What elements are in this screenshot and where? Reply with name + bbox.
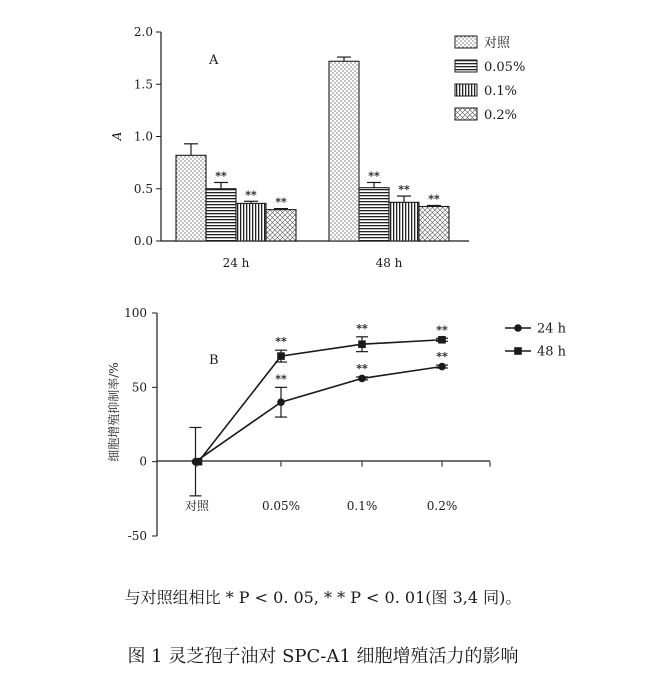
bar [359,188,389,241]
legend-marker [514,324,522,332]
bar [389,202,419,241]
bar [419,207,449,241]
line-chart-panel [106,306,567,543]
y-tick-label: 0 [139,454,147,469]
y-tick-label: 1.0 [133,129,153,144]
y-tick-label: 1.5 [133,77,153,92]
data-point [358,340,366,348]
x-tick-label: 0.05% [261,499,301,513]
x-tick-label: 对照 [184,499,210,513]
significance-mark: ** [245,188,257,202]
data-point [438,363,446,371]
bar [236,203,266,241]
significance-mark: ** [436,350,448,364]
legend-label: 0.05% [484,60,526,75]
y-tick-label: 0.0 [133,234,153,248]
significance-mark: ** [436,323,448,337]
data-point [358,375,366,383]
y-tick-label: 100 [124,306,147,320]
bar [329,61,359,241]
x-tick-label: 0.1% [346,499,378,513]
x-tick-label: 0.2% [426,499,458,513]
significance-mark: ** [275,195,287,209]
panel-label: A [209,53,219,68]
significance-mark: ** [398,183,410,197]
bar [206,189,236,241]
y-axis-label: 细胞增殖抑制率/% [107,362,121,462]
data-point [438,336,446,344]
legend [455,35,525,123]
series-line [199,340,443,462]
bar-chart-panel [110,25,525,270]
panel-label: B [209,353,219,368]
legend-marker [514,347,522,355]
significance-mark: ** [368,169,380,183]
data-point [277,352,285,360]
significance-mark: ** [356,321,368,335]
bar [266,210,296,241]
legend-swatch [455,84,477,96]
x-tick-label: 24 h [222,256,250,270]
significance-mark: ** [275,335,287,349]
bar [176,155,206,241]
significance-mark: ** [215,169,227,183]
y-tick-label: 0.5 [133,181,153,196]
legend-label: 0.1% [484,84,518,99]
y-tick-label: 2.0 [133,25,153,39]
y-axis-label: A [110,131,124,141]
legend-swatch [455,36,477,48]
x-tick-label: 48 h [375,256,403,270]
y-tick-label: 50 [131,380,147,395]
data-point [195,458,203,466]
significance-mark: ** [275,372,287,386]
significance-note: 与对照组相比 * P < 0. 05, * * P < 0. 01(图 3,4 同)。 [124,588,522,607]
significance-mark: ** [356,361,368,375]
legend-label: 0.2% [484,108,518,123]
legend-label: 24 h [537,321,567,337]
figure-caption: 图 1 灵芝孢子油对 SPC-A1 细胞增殖活力的影响 [127,646,519,667]
series-line [196,367,443,462]
legend-swatch [455,60,477,72]
significance-mark: ** [428,192,440,206]
data-point [277,398,285,406]
legend-label: 对照 [484,36,511,51]
legend [505,322,567,360]
legend-label: 48 h [537,344,567,360]
y-tick-label: -50 [127,529,147,543]
legend-swatch [455,108,477,120]
